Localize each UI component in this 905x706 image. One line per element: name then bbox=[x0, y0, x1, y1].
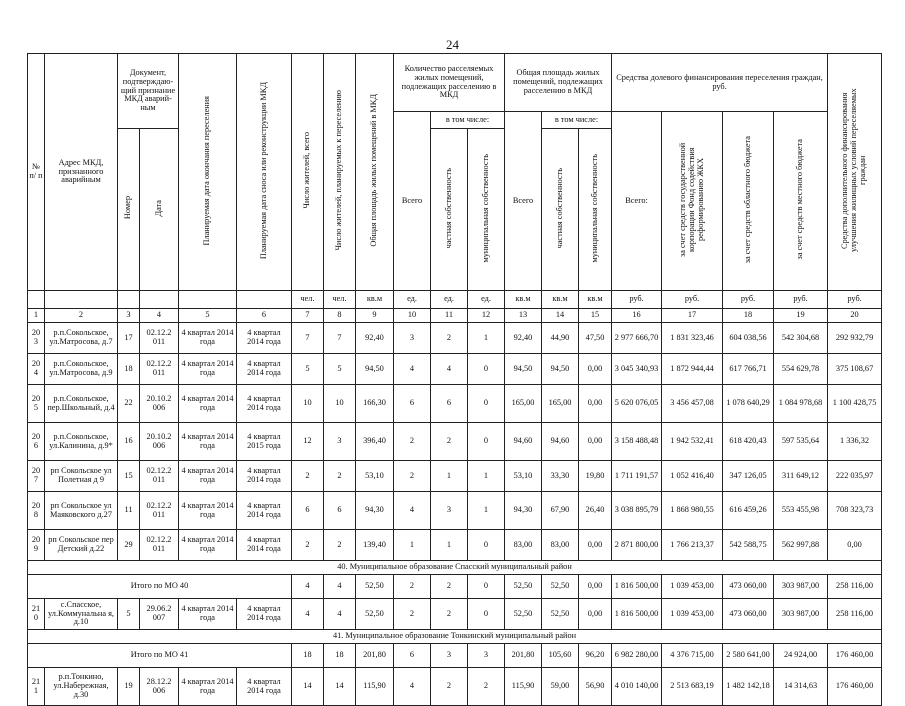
table-cell: 2 bbox=[394, 599, 431, 630]
table-cell: 2 bbox=[431, 668, 468, 706]
table-cell: 44,90 bbox=[542, 323, 579, 354]
table-cell: 20.10.2 006 bbox=[140, 385, 179, 423]
table-cell: 2 580 641,00 bbox=[723, 644, 774, 668]
table-row bbox=[28, 668, 882, 706]
section-title-40: 40. Муниципальное образование Спасский муниципальный район bbox=[28, 561, 882, 575]
table-cell: 16 bbox=[118, 423, 140, 461]
column-number: 11 bbox=[431, 309, 468, 323]
table-cell: 0 bbox=[468, 354, 505, 385]
header-col-4: Дата bbox=[140, 129, 179, 291]
table-cell: 6 982 280,00 bbox=[612, 644, 662, 668]
table-row bbox=[28, 323, 882, 354]
table-cell: 1 816 500,00 bbox=[612, 575, 662, 599]
table-cell: 94,30 bbox=[505, 492, 542, 530]
unit-cell: чел. bbox=[292, 291, 324, 309]
table-cell: 52,50 bbox=[542, 575, 579, 599]
table-cell: 29 bbox=[118, 530, 140, 561]
table-cell: 1 078 640,29 bbox=[723, 385, 774, 423]
table-cell: 19,80 bbox=[579, 461, 612, 492]
table-cell: 105,60 bbox=[542, 644, 579, 668]
table-cell: 166,30 bbox=[356, 385, 394, 423]
table-cell: 4 квартал 2014 года bbox=[237, 668, 292, 706]
table-cell: 201,80 bbox=[356, 644, 394, 668]
table-cell: 53,10 bbox=[356, 461, 394, 492]
table-cell: 2 bbox=[292, 461, 324, 492]
table-cell: рп Сокольское ул Маяковского д.27 bbox=[45, 492, 118, 530]
table-cell: 4 квартал 2014 года bbox=[179, 668, 237, 706]
table-cell: 1 039 453,00 bbox=[662, 575, 723, 599]
table-cell: 14 314,63 bbox=[774, 668, 828, 706]
table-cell: 20 7 bbox=[28, 461, 45, 492]
unit-cell: ед. bbox=[468, 291, 505, 309]
table-cell: 4 010 140,00 bbox=[612, 668, 662, 706]
table-cell: 6 bbox=[394, 385, 431, 423]
unit-cell: руб. bbox=[723, 291, 774, 309]
header-financing: Средства долевого финансирования переселения граждан, руб. bbox=[612, 54, 828, 112]
table-cell: 0 bbox=[468, 530, 505, 561]
table-cell: 2 bbox=[292, 530, 324, 561]
table-cell: р.п.Сокольское, ул.Матросова, д.9 bbox=[45, 354, 118, 385]
page-number: 24 bbox=[446, 37, 459, 52]
table-cell: 292 932,79 bbox=[828, 323, 882, 354]
table-cell: 1 482 142,18 bbox=[723, 668, 774, 706]
table-cell: 616 459,26 bbox=[723, 492, 774, 530]
column-number: 8 bbox=[324, 309, 356, 323]
table-cell: 1 336,32 bbox=[828, 423, 882, 461]
section-title-41: 41. Муниципальное образование Тонкинский муниципальный район bbox=[28, 630, 882, 644]
table-cell: 20.10.2 006 bbox=[140, 423, 179, 461]
table-cell: 3 bbox=[468, 644, 505, 668]
table-cell: 26,40 bbox=[579, 492, 612, 530]
unit-cell: кв.м bbox=[579, 291, 612, 309]
table-cell: 201,80 bbox=[505, 644, 542, 668]
table-cell: 5 620 076,05 bbox=[612, 385, 662, 423]
table-cell: 258 116,00 bbox=[828, 599, 882, 630]
header-row-1 bbox=[28, 54, 882, 112]
table-cell: 18 bbox=[324, 644, 356, 668]
header-col-13: Всего bbox=[505, 112, 542, 291]
table-cell: 3 bbox=[324, 423, 356, 461]
table-cell: 3 bbox=[431, 644, 468, 668]
header-col-10: Всего bbox=[394, 112, 431, 291]
table-cell: 11 bbox=[118, 492, 140, 530]
table-cell: 1 039 453,00 bbox=[662, 599, 723, 630]
table-cell: 303 987,00 bbox=[774, 599, 828, 630]
table-cell: 12 bbox=[292, 423, 324, 461]
table-cell: 28.12.2 006 bbox=[140, 668, 179, 706]
table-cell: 115,90 bbox=[505, 668, 542, 706]
table-cell: 0,00 bbox=[579, 423, 612, 461]
table-cell: 542 304,68 bbox=[774, 323, 828, 354]
table-cell: 1 831 323,46 bbox=[662, 323, 723, 354]
table-cell: 94,60 bbox=[505, 423, 542, 461]
table-cell: 52,50 bbox=[356, 575, 394, 599]
header-document: Документ, подтверждаю-щий признание МКД аварий-ным bbox=[118, 54, 179, 129]
table-cell: 1 872 944,44 bbox=[662, 354, 723, 385]
table-cell: 0 bbox=[468, 599, 505, 630]
table-cell: 1 bbox=[394, 530, 431, 561]
column-number: 2 bbox=[45, 309, 118, 323]
column-number: 14 bbox=[542, 309, 579, 323]
unit-cell: руб. bbox=[612, 291, 662, 309]
table-cell: 02.12.2 011 bbox=[140, 530, 179, 561]
table-cell: 22 bbox=[118, 385, 140, 423]
table-cell: 59,00 bbox=[542, 668, 579, 706]
table-cell: 6 bbox=[394, 644, 431, 668]
table-cell: 4 376 715,00 bbox=[662, 644, 723, 668]
header-area: Общая площадь жилых помещений, подлежащих расселению в МКД bbox=[505, 54, 612, 112]
table-cell: 708 323,73 bbox=[828, 492, 882, 530]
table-cell: 1 bbox=[431, 461, 468, 492]
column-number: 3 bbox=[118, 309, 140, 323]
table-cell: 20 4 bbox=[28, 354, 45, 385]
section-row-41 bbox=[28, 630, 882, 644]
table-cell: 562 997,88 bbox=[774, 530, 828, 561]
table-cell: рп Сокольское ул Полетная д 9 bbox=[45, 461, 118, 492]
table-cell: 52,50 bbox=[505, 575, 542, 599]
table-cell: 02.12.2 011 bbox=[140, 354, 179, 385]
table-cell: 10 bbox=[292, 385, 324, 423]
table-cell: 4 квартал 2014 года bbox=[179, 354, 237, 385]
table-row bbox=[28, 385, 882, 423]
table-cell: 115,90 bbox=[356, 668, 394, 706]
table-cell: 303 987,00 bbox=[774, 575, 828, 599]
table-cell: 4 bbox=[292, 599, 324, 630]
table-cell: 53,10 bbox=[505, 461, 542, 492]
table-cell: 20 3 bbox=[28, 323, 45, 354]
unit-cell: чел. bbox=[324, 291, 356, 309]
header-col-20: Средства дополнительного финансирования улучшения жилищных условий переселяемых граждан bbox=[828, 54, 882, 291]
table-cell: 2 871 800,00 bbox=[612, 530, 662, 561]
table-cell: 1 052 416,40 bbox=[662, 461, 723, 492]
table-cell: 0 bbox=[468, 423, 505, 461]
table-row bbox=[28, 530, 882, 561]
table-cell: 4 bbox=[394, 354, 431, 385]
table-cell: 3 bbox=[394, 323, 431, 354]
column-number: 16 bbox=[612, 309, 662, 323]
total-label: Итого по МО 41 bbox=[28, 644, 292, 668]
column-number: 6 bbox=[237, 309, 292, 323]
table-cell: с.Спасское, ул.Коммунальна я, д.10 bbox=[45, 599, 118, 630]
table-cell: 4 bbox=[324, 575, 356, 599]
total-label: Итого по МО 40 bbox=[28, 575, 292, 599]
table-cell: 176 460,00 bbox=[828, 668, 882, 706]
table-cell: 0,00 bbox=[579, 530, 612, 561]
table-cell: 6 bbox=[324, 492, 356, 530]
table-cell: 3 bbox=[431, 492, 468, 530]
total-row-mo41 bbox=[28, 644, 882, 668]
table-cell: 21 1 bbox=[28, 668, 45, 706]
unit-cell: ед. bbox=[431, 291, 468, 309]
table-row bbox=[28, 492, 882, 530]
table-cell: 02.12.2 011 bbox=[140, 461, 179, 492]
table-cell: 1 766 213,37 bbox=[662, 530, 723, 561]
table-cell: 2 bbox=[394, 423, 431, 461]
table-cell: 1 868 980,55 bbox=[662, 492, 723, 530]
column-number: 20 bbox=[828, 309, 882, 323]
table-cell: 3 038 895,79 bbox=[612, 492, 662, 530]
column-number: 1 bbox=[28, 309, 45, 323]
table-cell: 311 649,12 bbox=[774, 461, 828, 492]
table-cell: 3 158 488,48 bbox=[612, 423, 662, 461]
table-cell: 542 588,75 bbox=[723, 530, 774, 561]
table-cell: 94,30 bbox=[356, 492, 394, 530]
table-cell: 20 5 bbox=[28, 385, 45, 423]
table-cell: 4 квартал 2014 года bbox=[179, 492, 237, 530]
table-cell: 24 924,00 bbox=[774, 644, 828, 668]
table-cell: 0,00 bbox=[828, 530, 882, 561]
table-cell: 258 116,00 bbox=[828, 575, 882, 599]
table-cell: 21 0 bbox=[28, 599, 45, 630]
column-number: 15 bbox=[579, 309, 612, 323]
table-cell: 2 977 666,70 bbox=[612, 323, 662, 354]
table-cell: 1 942 532,41 bbox=[662, 423, 723, 461]
table-cell: 4 bbox=[394, 668, 431, 706]
table-cell: 4 bbox=[431, 354, 468, 385]
header-incl-1: в том числе: bbox=[431, 112, 505, 129]
table-cell: 4 квартал 2014 года bbox=[179, 423, 237, 461]
unit-cell: руб. bbox=[774, 291, 828, 309]
table-cell: 1 100 428,75 bbox=[828, 385, 882, 423]
table-cell: 4 квартал 2014 года bbox=[179, 599, 237, 630]
table-cell: 02.12.2 011 bbox=[140, 323, 179, 354]
section-row-40 bbox=[28, 561, 882, 575]
table-cell: 14 bbox=[292, 668, 324, 706]
table-cell: 165,00 bbox=[542, 385, 579, 423]
column-number: 10 bbox=[394, 309, 431, 323]
table-cell: рп Сокольское пер Детский д.22 bbox=[45, 530, 118, 561]
column-number: 19 bbox=[774, 309, 828, 323]
table-cell: р.п.Сокольское, пер.Школьный, д.4 bbox=[45, 385, 118, 423]
unit-cell: кв.м bbox=[505, 291, 542, 309]
table-cell: 0,00 bbox=[579, 385, 612, 423]
table-cell: 4 квартал 2015 года bbox=[237, 423, 292, 461]
table-cell: 139,40 bbox=[356, 530, 394, 561]
table-cell: 29.06.2 007 bbox=[140, 599, 179, 630]
table-cell: 473 060,00 bbox=[723, 599, 774, 630]
header-col-11: частная собственность bbox=[431, 129, 468, 291]
rows-group-mo39 bbox=[28, 323, 882, 561]
table-cell: 4 квартал 2014 года bbox=[237, 385, 292, 423]
table-cell: 222 035,97 bbox=[828, 461, 882, 492]
table-cell: 618 420,43 bbox=[723, 423, 774, 461]
unit-cell: руб. bbox=[662, 291, 723, 309]
header-col-15: муниципальная собственность bbox=[579, 129, 612, 291]
table-cell: 47,50 bbox=[579, 323, 612, 354]
header-col-5: Планируемая дата окончания переселения bbox=[179, 54, 237, 291]
table-cell: 2 bbox=[431, 599, 468, 630]
table-cell: 347 126,05 bbox=[723, 461, 774, 492]
table-cell: 18 bbox=[292, 644, 324, 668]
header-col-18: за счет средств областного бюджета bbox=[723, 112, 774, 291]
table-cell: 396,40 bbox=[356, 423, 394, 461]
header-col-3: Номер bbox=[118, 129, 140, 291]
table-cell: 176 460,00 bbox=[828, 644, 882, 668]
table-cell: 3 045 340,93 bbox=[612, 354, 662, 385]
table-cell: р.п.Тонкино, ул.Набережная, д.30 bbox=[45, 668, 118, 706]
table-cell: 20 9 bbox=[28, 530, 45, 561]
table-cell: 94,60 bbox=[542, 423, 579, 461]
table-cell: 0,00 bbox=[579, 599, 612, 630]
table-cell: 2 bbox=[394, 575, 431, 599]
unit-cell: руб. bbox=[828, 291, 882, 309]
resettlement-table bbox=[27, 53, 882, 706]
column-number: 17 bbox=[662, 309, 723, 323]
table-cell: 0 bbox=[468, 385, 505, 423]
table-row bbox=[28, 354, 882, 385]
column-number: 12 bbox=[468, 309, 505, 323]
table-cell: 4 bbox=[394, 492, 431, 530]
table-cell: 2 bbox=[324, 461, 356, 492]
table-cell: 83,00 bbox=[505, 530, 542, 561]
table-cell: р.п.Сокольское, ул.Калинина, д.9* bbox=[45, 423, 118, 461]
table-cell: 96,20 bbox=[579, 644, 612, 668]
table-row bbox=[28, 423, 882, 461]
table-cell: 19 bbox=[118, 668, 140, 706]
table-cell: 4 bbox=[324, 599, 356, 630]
table-cell: 4 квартал 2014 года bbox=[237, 323, 292, 354]
table-cell: 6 bbox=[292, 492, 324, 530]
table-cell: 20 8 bbox=[28, 492, 45, 530]
header-incl-2: в том числе: bbox=[542, 112, 612, 129]
table-cell: 83,00 bbox=[542, 530, 579, 561]
table-cell: 553 455,98 bbox=[774, 492, 828, 530]
header-col-16: Всего: bbox=[612, 112, 662, 291]
table-cell: 20 6 bbox=[28, 423, 45, 461]
table-cell: 4 квартал 2014 года bbox=[237, 461, 292, 492]
table-cell: 92,40 bbox=[505, 323, 542, 354]
table-cell: 2 bbox=[431, 323, 468, 354]
header-col-6: Планируемая дата сноса или реконструкции МКД bbox=[237, 54, 292, 291]
table-cell: 56,90 bbox=[579, 668, 612, 706]
table-cell: 18 bbox=[118, 354, 140, 385]
unit-cell: кв.м bbox=[356, 291, 394, 309]
table-cell: 554 629,78 bbox=[774, 354, 828, 385]
table-cell: 7 bbox=[292, 323, 324, 354]
table-cell: 1 084 978,68 bbox=[774, 385, 828, 423]
header-col-8: Число жителей, планируемых к переселению bbox=[324, 54, 356, 291]
table-cell: 6 bbox=[431, 385, 468, 423]
header-col-1: № п/ п bbox=[28, 54, 45, 291]
table-cell: 5 bbox=[324, 354, 356, 385]
table-cell: 94,50 bbox=[505, 354, 542, 385]
table-cell: 92,40 bbox=[356, 323, 394, 354]
table-cell: 52,50 bbox=[505, 599, 542, 630]
table-cell: 1 bbox=[431, 530, 468, 561]
table-cell: 4 квартал 2014 года bbox=[237, 530, 292, 561]
table-cell: 4 квартал 2014 года bbox=[179, 530, 237, 561]
header-col-7: Число жителей, всего bbox=[292, 54, 324, 291]
table-cell: 1 bbox=[468, 461, 505, 492]
table-cell: 617 766,71 bbox=[723, 354, 774, 385]
table-cell: 10 bbox=[324, 385, 356, 423]
table-cell: 2 513 683,19 bbox=[662, 668, 723, 706]
column-number: 18 bbox=[723, 309, 774, 323]
table-cell: 0,00 bbox=[579, 354, 612, 385]
table-cell: 2 bbox=[468, 668, 505, 706]
table-cell: 67,90 bbox=[542, 492, 579, 530]
table-cell: 4 квартал 2014 года bbox=[237, 354, 292, 385]
column-number: 4 bbox=[140, 309, 179, 323]
table-cell: 2 bbox=[394, 461, 431, 492]
table-cell: 0,00 bbox=[579, 575, 612, 599]
header-col-2: Адрес МКД, признанного аварийным bbox=[45, 54, 118, 291]
table-cell: 3 456 457,08 bbox=[662, 385, 723, 423]
table-row bbox=[28, 461, 882, 492]
table-cell: 1 bbox=[468, 323, 505, 354]
table-cell: 597 535,64 bbox=[774, 423, 828, 461]
column-number: 7 bbox=[292, 309, 324, 323]
table-cell: 4 квартал 2014 года bbox=[179, 323, 237, 354]
table-cell: 4 квартал 2014 года bbox=[179, 385, 237, 423]
table-cell: 17 bbox=[118, 323, 140, 354]
table-cell: 2 bbox=[431, 423, 468, 461]
table-cell: 2 bbox=[324, 530, 356, 561]
table-cell: 1 bbox=[468, 492, 505, 530]
table-cell: 4 квартал 2014 года bbox=[237, 492, 292, 530]
table-cell: 604 038,56 bbox=[723, 323, 774, 354]
table-cell: р.п.Сокольское, ул.Матросова, д.7 bbox=[45, 323, 118, 354]
unit-cell: кв.м bbox=[542, 291, 579, 309]
table-cell: 1 711 191,57 bbox=[612, 461, 662, 492]
units-row bbox=[28, 291, 882, 309]
header-col-17: за счет средств государственной корпорации Фонд содействия реформированию ЖКХ bbox=[662, 112, 723, 291]
table-cell: 5 bbox=[292, 354, 324, 385]
table-cell: 4 квартал 2014 года bbox=[237, 599, 292, 630]
header-col-19: за счет средств местного бюджета bbox=[774, 112, 828, 291]
table-cell: 4 квартал 2014 года bbox=[179, 461, 237, 492]
total-row-mo40 bbox=[28, 575, 882, 599]
header-col-12: муниципальная собственность bbox=[468, 129, 505, 291]
table-row bbox=[28, 599, 882, 630]
table-cell: 52,50 bbox=[542, 599, 579, 630]
table-cell: 473 060,00 bbox=[723, 575, 774, 599]
header-col-14: частная собственность bbox=[542, 129, 579, 291]
column-number: 5 bbox=[179, 309, 237, 323]
column-number-row bbox=[28, 309, 882, 323]
table-cell: 0 bbox=[468, 575, 505, 599]
header-col-9: Общая площадь жилых помещений в МКД bbox=[356, 54, 394, 291]
header-rooms: Количество расселяемых жилых помещений, подлежащих расселению в МКД bbox=[394, 54, 505, 112]
table-cell: 14 bbox=[324, 668, 356, 706]
table-cell: 52,50 bbox=[356, 599, 394, 630]
table-cell: 94,50 bbox=[356, 354, 394, 385]
unit-cell: ед. bbox=[394, 291, 431, 309]
table-cell: 33,30 bbox=[542, 461, 579, 492]
table-cell: 02.12.2 011 bbox=[140, 492, 179, 530]
column-number: 9 bbox=[356, 309, 394, 323]
table-cell: 94,50 bbox=[542, 354, 579, 385]
table-cell: 1 816 500,00 bbox=[612, 599, 662, 630]
table-cell: 5 bbox=[118, 599, 140, 630]
table-cell: 165,00 bbox=[505, 385, 542, 423]
table-cell: 4 bbox=[292, 575, 324, 599]
table-cell: 2 bbox=[431, 575, 468, 599]
table-cell: 15 bbox=[118, 461, 140, 492]
column-number: 13 bbox=[505, 309, 542, 323]
table-cell: 375 108,67 bbox=[828, 354, 882, 385]
table-cell: 7 bbox=[324, 323, 356, 354]
